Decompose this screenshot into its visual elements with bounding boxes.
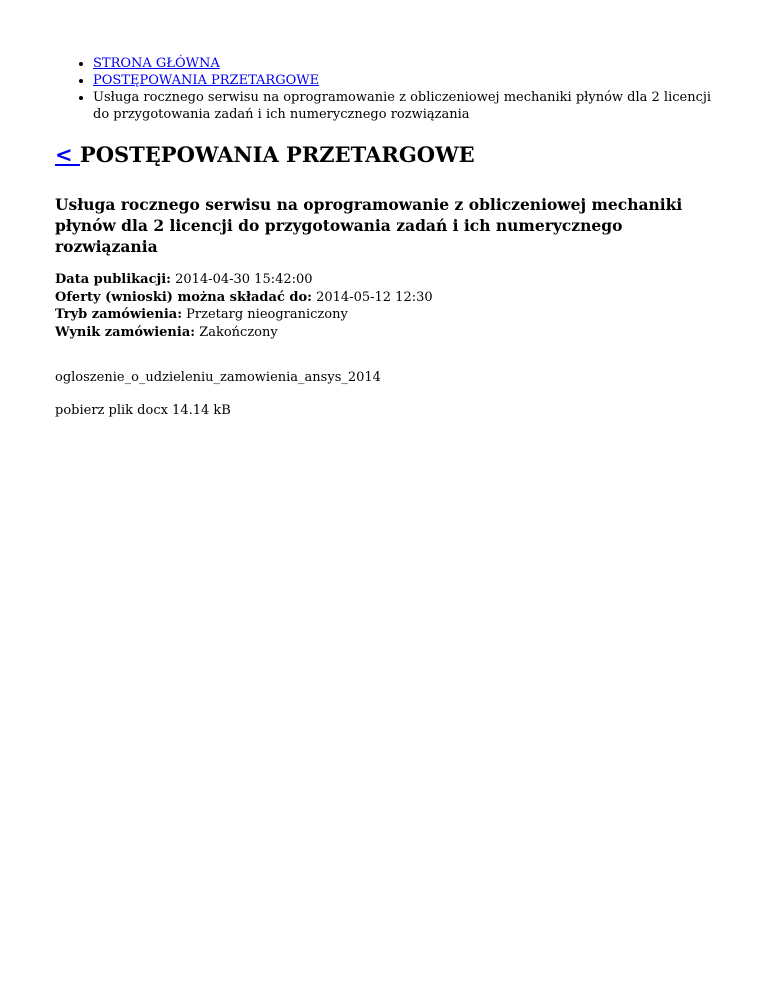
meta-label-publication: Data publikacji: — [55, 272, 171, 287]
breadcrumb-item-current: • Usługa rocznego serwisu na oprogramowanie z obliczeniowej mechaniki płynów dla 2 licencji do przygotowania zadań i ich numerycznego rozwiązania — [93, 89, 713, 123]
meta-value-deadline: 2014-05-12 12:30 — [316, 289, 433, 305]
meta-row-result — [55, 324, 728, 342]
meta-label-deadline: Oferty (wnioski) można składać do: — [55, 289, 312, 305]
meta-value-result: Zakończony — [199, 324, 278, 340]
section-heading-text: POSTĘPOWANIA PRZETARGOWE — [79, 142, 475, 167]
section-heading — [55, 142, 728, 168]
breadcrumb-link-home[interactable]: STRONA GŁÓWNA — [93, 56, 220, 71]
breadcrumb-link-tenders[interactable]: POSTĘPOWANIA PRZETARGOWE — [93, 73, 320, 88]
meta-value-publication: 2014-04-30 15:42:00 — [175, 272, 313, 287]
breadcrumb — [55, 0, 728, 123]
attachment-download[interactable]: pobierz plik docx 14.14 kB — [55, 403, 231, 418]
meta-row-publication — [55, 271, 728, 289]
meta-row-deadline — [55, 289, 728, 307]
meta-value-mode: Przetarg nieograniczony — [186, 307, 348, 322]
meta-row-mode — [55, 306, 728, 324]
attachment-name: ogloszenie_o_udzieleniu_zamowienia_ansys_2014 — [55, 370, 381, 385]
meta-label-result: Wynik zamówienia: — [55, 324, 196, 340]
breadcrumb-item-tenders — [93, 72, 713, 89]
tender-title: Usługa rocznego serwisu na oprogramowanie z obliczeniowej mechaniki płynów dla 2 licencji do przygotowania zadań i ich numerycznego rozwiązania — [55, 195, 683, 256]
tender-meta — [55, 271, 728, 341]
meta-label-mode: Tryb zamówienia: — [55, 307, 182, 322]
back-link[interactable]: < — [55, 142, 80, 167]
page — [0, 0, 768, 419]
breadcrumb-item-home — [93, 55, 713, 72]
